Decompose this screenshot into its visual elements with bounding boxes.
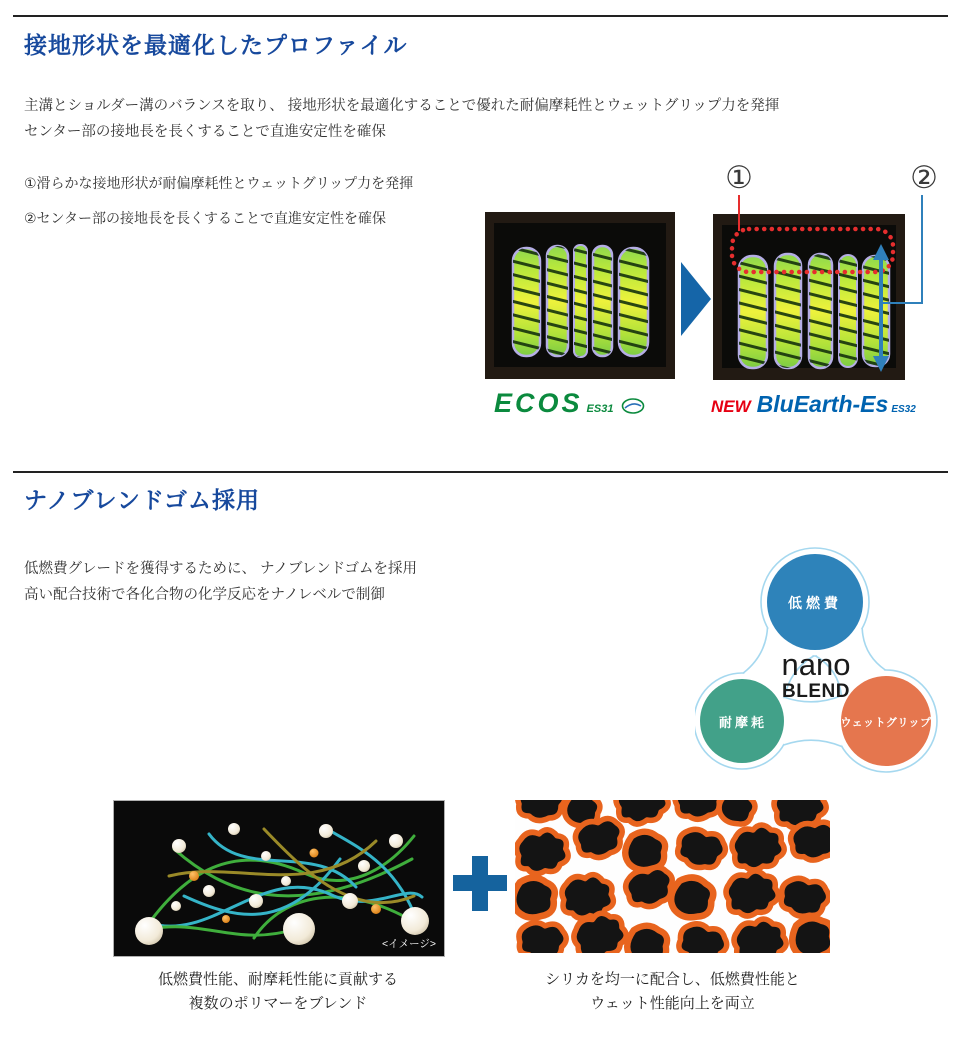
profile-body-line1: 主溝とショルダー溝のバランスを取り、 接地形状を最適化することで優れた耐偏摩耗性とウェットグリップ力を発揮: [24, 98, 780, 114]
polymer-blend-image: [113, 800, 445, 957]
blend-wordmark: BLEND: [782, 681, 850, 702]
nano-wordmark: nano: [781, 647, 851, 682]
callout1-connector-line: [738, 195, 740, 231]
nano-body-line1: 低燃費グレードを獲得するために、 ナノブレンドゴムを採用: [24, 561, 417, 577]
profile-body-line2: センター部の接地長を長くすることで直進安定性を確保: [24, 124, 386, 140]
bluearth-logo: [711, 391, 916, 418]
nano-body-line2: 高い配合技術で各化合物の化学反応をナノレベルで制御: [24, 587, 385, 603]
profile-point-2: ②センター部の接地長を長くすることで直進安定性を確保: [24, 210, 386, 226]
figure-callout-2: ②: [910, 160, 938, 195]
bluearth-model-text: ES32: [891, 404, 916, 415]
ecos-logo: [494, 388, 645, 419]
transition-arrow-icon: [681, 262, 711, 336]
bluearth-new-text: NEW: [711, 397, 751, 416]
fuel-economy-label: 低燃費: [788, 595, 842, 611]
figure-callout-1: ①: [725, 160, 753, 195]
caption-silica-line2: ウェット性能向上を両立: [590, 995, 755, 1012]
ecos-eco-badge-icon: [621, 398, 645, 414]
section-divider-middle: [13, 471, 948, 473]
caption-silica-line1: シリカを均一に配合し、低燃費性能と: [545, 971, 800, 988]
silica-dispersion-image: [515, 800, 830, 953]
image-note-label: <イメージ>: [382, 938, 436, 950]
section-divider-top: [13, 15, 948, 17]
caption-polymer: [113, 968, 443, 1016]
nano-body-text: [24, 556, 417, 608]
nano-blend-diagram: [695, 545, 955, 790]
bluearth-brand-text: BluEarth-Es: [756, 391, 889, 417]
bluearth-contact-patch-image: [713, 214, 905, 380]
wear-resistance-label: 耐摩耗: [718, 715, 768, 730]
ecos-model-text: ES31: [586, 403, 614, 415]
callout2-connector-line-vertical: [921, 195, 923, 304]
callout2-connector-line-horizontal: [881, 302, 923, 304]
wet-grip-label: ウェットグリップ: [840, 717, 932, 729]
caption-polymer-line1: 低燃費性能、耐摩耗性能に貢献する: [157, 971, 398, 988]
section-profile-title: 接地形状を最適化したプロファイル: [24, 32, 408, 58]
ecos-brand-text: ECOS: [494, 388, 583, 418]
section-nano-title: ナノブレンドゴム採用: [24, 487, 260, 513]
ecos-contact-patch-image: [485, 212, 675, 379]
caption-polymer-line2: 複数のポリマーをブレンド: [188, 995, 368, 1012]
profile-point-1: ①滑らかな接地形状が耐偏摩耗性とウェットグリップ力を発揮: [24, 175, 414, 191]
caption-silica: [500, 968, 845, 1016]
profile-body-text: [24, 93, 779, 145]
